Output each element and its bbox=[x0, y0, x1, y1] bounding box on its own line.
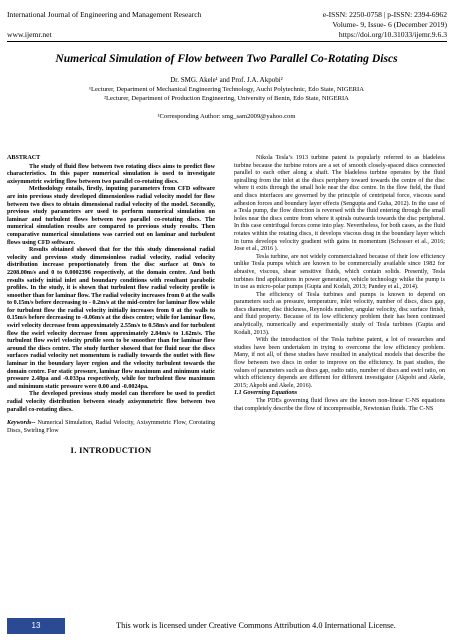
affiliation-1: ¹Lecturer, Department of Mechanical Engineering Technology, Auchi Polytechnic, Edo State, NIGERIA bbox=[89, 86, 364, 93]
intro-paragraph-4: With the introduction of the Tesla turbine patent, a lot of researches and studies have been undertaken in trying to overcome the low efficiency problem. Many, if not all, of these studies have resulted in analytical models that describe the flow between two discs in order to improve on the efficiency. In past studies, the values of parameters such as discs gap, radio ratio, number of discs and swirl ratio, on which efficiency depends are different for different investigator (Akpobi and Akele, 2015; Akpobi and Akele, 2016). bbox=[234, 337, 445, 389]
abstract-heading: ABSTRACT bbox=[7, 155, 41, 161]
intro-paragraph-3: The efficiency of Tesla turbines and pumps is known to depend on parameters such as pressure, temperature, inlet velocity, number of discs, discs gap, discs diameter, disc thickness, Reynolds number, angular velocity, disc surface finish, and fluid property. Because of its low efficiency problem their has been continued analytically, numerically and experimentally study of Tesla turbines (Gupta and Kodali, 2013). bbox=[234, 291, 445, 336]
keywords bbox=[7, 420, 215, 435]
license-text[interactable]: This work is licensed under Creative Commons Attribution 4.0 International License. bbox=[65, 618, 447, 634]
intro-paragraph-1: Nikola Tesla’s 1913 turbine patent is popularly referred to as bladeless turbine because the turbine rotors are a set of smooth closely-spaced discs connected parallel to each other along a shaft. The bladeless turbine operates by the fluid spiralling from the inlet at the discs periphery toward towards the centre of the disc where it exits through the small hole near the disc centre. In the flow field, the fluid and discs interfaces are governed by the principle of centripetal force, viscous sand adhesion forces and boundary layer effects (Sengupta and Guha, 2012). In the case of a Tesla pump, the flow direction is reversed with the fluid entering through the small holes near the discs centre from where it spirals outwards towards the disc peripheral. In this case centrifugal forces come into play. Nevertheless, for both cases, as the fluid rotates within the rotating discs, it develops viscous drag in the boundary layer which in turns develops velocity gradient with gains in momentum (Schosser et al., 2016; Jose et al., 2016 ). bbox=[234, 155, 445, 253]
abstract-paragraph-2: Methodology entails, firstly, inputing parameters from CFD software are into previous study developed dimensionless radial velocity model for flow between two discs to obtain dimensional radial velocity of the model. Secondly, previous study parameters are used to perform numerical simulation on laminar and turbulent flows between two parallel co-rotating discs. The numerical simulation results are compared to previous study results. Then comparative numerical simulations was carried out on laminar and turbulent flows using CFD software. bbox=[7, 186, 215, 246]
governing-equations-heading: 1.1 Governing Equations bbox=[234, 390, 298, 397]
abstract-paragraph-3: Results obtained showed that for the this study dimensional radial velocity and previous study dimensionless radial velocity, radial velocity distribution increase proportionately from the disc surface at 0m/s to 2208.00m/s and 0 to 0.0002396 respectively, at the domain centre. And both results satisfy initial inlet and boundary conditions with resultant parabolic profiles. In the study, it is shown that turbulent flow radial velocity profile is smoother than for laminar flow. The radial velocity increases from 0 at the walls to 0.15m/s before decreasing to - 0.2m/s at the mid-centre for laminar flow while for turbulent flow the radial velocity initially increases from 0 at the walls to 0.15m/s before decreasing to -0.06m/s at the discs centre; while for laminar flow, swirl velocity decrease from approximately 2.55m/s to 0.58m/s and for turbulent flow the swirl velocity decrease from approximately 2.84m/s to 1.62m/s. The turbulent flow swirl velocity profile seen to be smoother than for laminar flow around the discs centre. The study further showed that for fluid near the discs surfaces radial velocity net momentum is radially towards the outlet with flow laminar in the boundary layer region and the velocity turbulent towards the domain centre. For static pressure, laminar flow maximum and minimum static pressure 2.48pa and -0.033pa respectively, while for turbulent flow maximum and minimum static pressure were 0.00 and -0.0024pa. bbox=[7, 247, 215, 390]
abstract-paragraph-1: The study of fluid flow between two rotating discs aims to predict flow characteristics. In this paper numerical simulation is used to investigate axisymmetric swirling flow between two parallel co-rotating discs. bbox=[7, 163, 215, 185]
header-divider bbox=[7, 41, 447, 42]
page-footer bbox=[7, 618, 447, 634]
page-number: 13 bbox=[31, 621, 41, 630]
doi-link[interactable]: https://doi.org/10.31033/ijemr.9.6.3 bbox=[338, 30, 447, 39]
intro-paragraph-2: Tesla turbine, are not widely commercialized because of their low efficiency unlike Tesla pumps which are known to be commercially available since 1982 for abrasive, viscous, shear sensitive fluids, which contain solids. Presently, Tesla turbines find applications in power generation, vehicle technology whike the pump is in use as micro-polar pumps (Gupta and Kodali, 2013; Pandey et al., 2014). bbox=[234, 253, 445, 291]
keywords-list: Numerical Simulation, Radial Velocity, Axisymmetric Flow, Corotating Discs, Swirling Flow bbox=[7, 420, 215, 434]
abstract-paragraph-4: The developed previous study model can therefore be used to predict radial velocity distribution between steady axisymmetric flow between two parallel co-rotating discs. bbox=[7, 391, 215, 413]
left-column bbox=[7, 155, 215, 455]
affiliation-2: ²Lecturer, Department of Production Engineering, University of Benin, Edo State, NIGERIA bbox=[104, 95, 349, 102]
issn-text: e-ISSN: 2250-0758 | p-ISSN: 2394-6962 bbox=[322, 10, 447, 19]
volume-text: Volume- 9, Issue- 6 (December 2019) bbox=[332, 20, 447, 29]
right-column bbox=[234, 155, 445, 413]
journal-website-link[interactable]: www.ijemr.net bbox=[7, 30, 52, 39]
introduction-heading: I. INTRODUCTION bbox=[70, 445, 152, 456]
corresponding-author: ¹Corresponding Author: smg_sam2009@yahoo.com bbox=[157, 113, 296, 120]
journal-header-right bbox=[237, 10, 447, 40]
intro-paragraph-5: The PDEs governing fluid flows are the known non-linear C-NS equations that completely describe the flow of incompressible, Newtonian fluids. The C-NS bbox=[234, 398, 445, 412]
keywords-label: Keywords-- bbox=[7, 420, 36, 427]
journal-header-left bbox=[7, 10, 201, 40]
journal-name: International Journal of Engineering and Management Research bbox=[7, 10, 202, 19]
paper-title: Numerical Simulation of Flow between Two Parallel Co-Rotating Discs bbox=[55, 52, 398, 65]
authors: Dr. SMG. Akele¹ and Prof. J.A. Akpobi² bbox=[170, 76, 283, 84]
